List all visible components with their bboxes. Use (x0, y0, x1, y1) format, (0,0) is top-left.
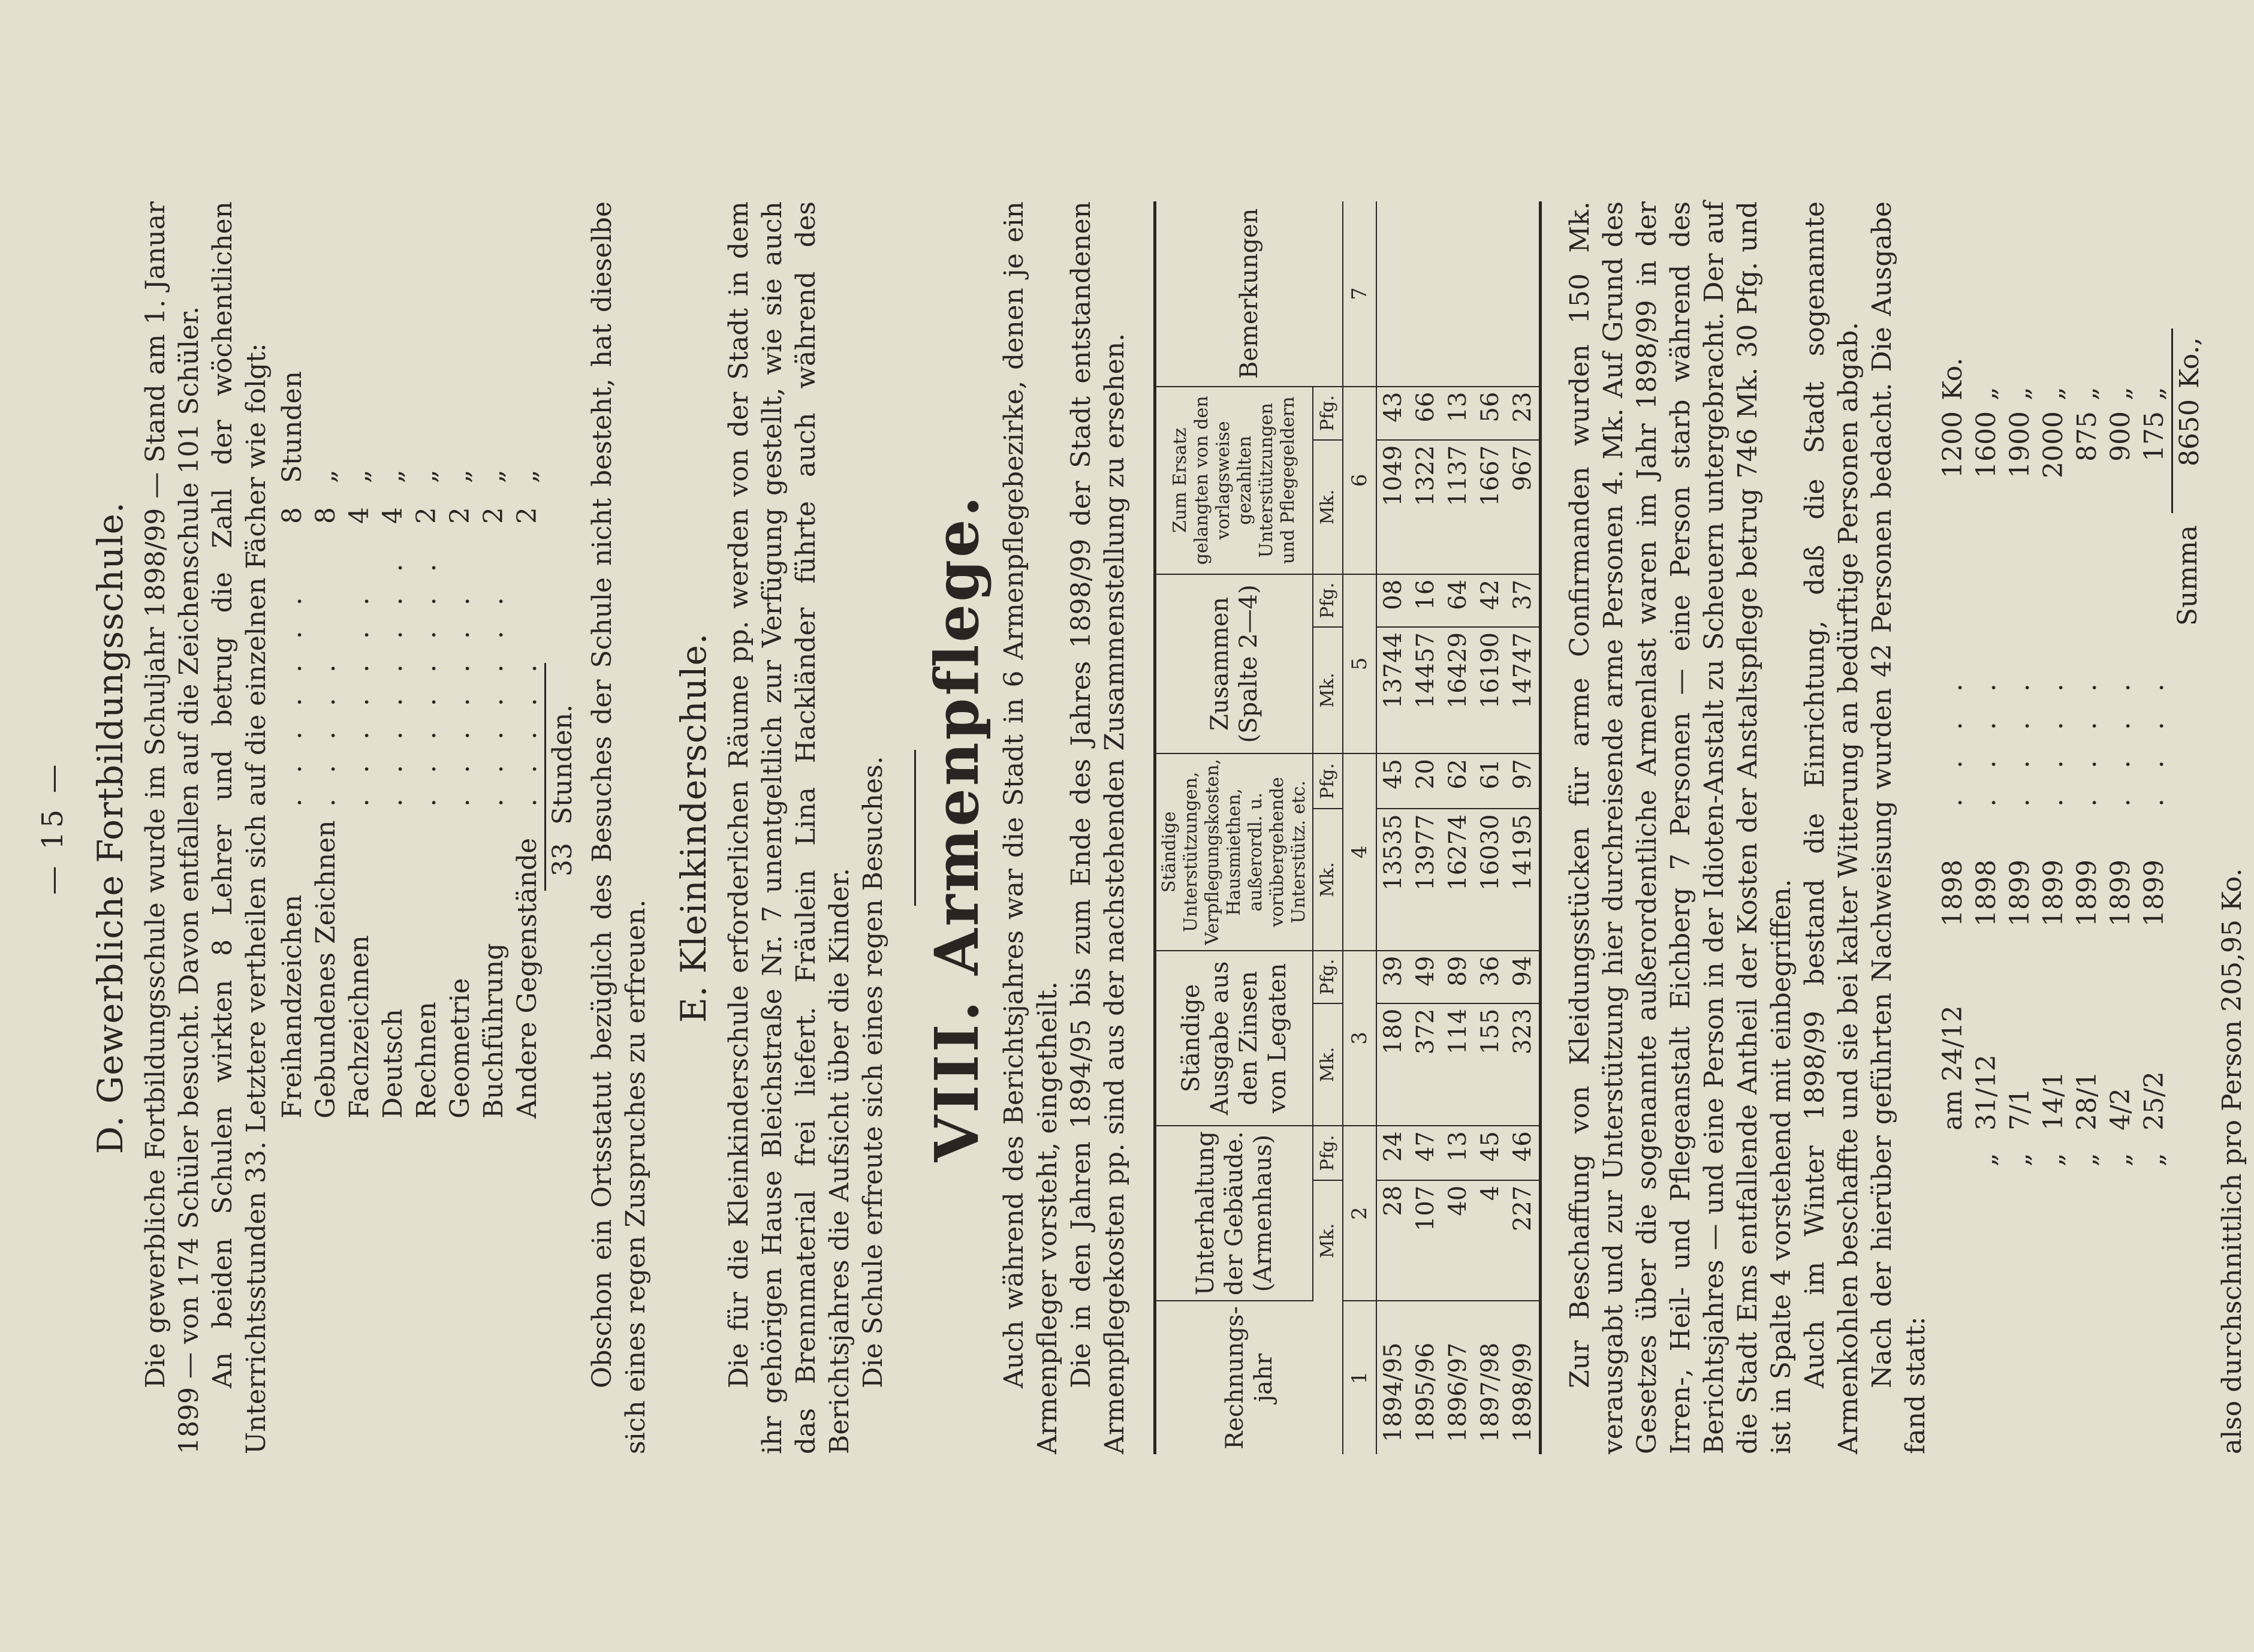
header-support: Ständige Unterstützungen, Verpflegungskosten, Hausmiethen, außerordl. u. vorübergehende Unterstütz. etc. (1155, 753, 1313, 951)
table-row: 1895/96 107 47 372 49 13977 20 14457 16 1322 66 (1409, 201, 1442, 1454)
section-d-paragraph-1: Die gewerbliche Fortbildungsschule wurde im Schuljahr 1898/99 — Stand am 1. Januar 1899 — von 174 Schüler besucht. Davon entfallen auf die Zeichenschule 101 Schüler. (140, 201, 204, 1454)
coal-distribution-list (1936, 267, 2207, 1166)
subject-row: Gebundenes Zeichnen . . . . . 8 „ (311, 469, 341, 1119)
subject-row: Buchführung . . . . . . . 2 „ (478, 469, 509, 1119)
table-row: 1894/95 28 24 180 39 13535 45 13744 08 1049 43 (1376, 201, 1409, 1454)
unit-mk: Mk. (1313, 1003, 1343, 1126)
coal-distribution-sum: Summa 8650 Ko., (2171, 267, 2207, 1166)
list-item: „ 14/1 1899 . . . . 2000 „ (2038, 387, 2069, 1166)
header-total: Zusammen (Spalte 2—4) (1155, 574, 1313, 753)
list-item: „ 4/2 1899 . . . . 900 „ (2105, 387, 2136, 1166)
section-d-heading: D. Gewerbliche Fortbildungsschule. (90, 501, 131, 1154)
header-buildings: Unterhaltung der Gebäude. (Armenhaus) (1155, 1126, 1313, 1301)
list-item: am 24/12 1898 . . . . 1200 Ko. (1937, 357, 1968, 1131)
list-item: „ 28/1 1899 . . . . 875 „ (2072, 387, 2102, 1166)
poor-relief-cost-table (1153, 201, 1542, 1454)
unit-mk: Mk. (1313, 627, 1343, 753)
table-row: 1897/98 4 45 155 36 16030 61 16190 42 1667 56 (1474, 201, 1506, 1454)
after-table-paragraph-3: Nach der hierüber geführten Nachweisung wurden 42 Personen bedacht. Die Ausgabe fand statt: (1867, 201, 1931, 1454)
subject-row: Fachzeichnen . . . . . . . 4 „ (344, 469, 375, 1119)
header-refunds: Zum Ersatz gelangten von den vorlagsweise gezahlten Unterstützungen und Pflegegeldern (1155, 387, 1313, 574)
average-per-person: also durchschnittlich pro Person 205,95 Ko. (2217, 868, 2247, 1454)
header-remarks: Bemerkungen (1155, 201, 1343, 387)
subject-row: Geometrie . . . . . . . 2 „ (445, 469, 475, 1119)
unit-pfg: Pfg. (1313, 753, 1343, 809)
unit-pfg: Pfg. (1313, 574, 1343, 627)
unit-pfg: Pfg. (1313, 1126, 1343, 1180)
section-divider (914, 750, 916, 906)
after-table-paragraph-2: Auch im Winter 1898/99 bestand die Einrichtung, daß die Stadt sogenannte Armenkohlen beschaffte und sie bei kalter Witterung an bedürftige Personen abgab. (1800, 201, 1864, 1454)
unit-pfg: Pfg. (1313, 387, 1343, 440)
section-d-paragraph-2: An beiden Schulen wirkten 8 Lehrer und betrug die Zahl der wöchentlichen Unterrichtsstunden 33. Letztere vertheilen sich auf die einzelnen Fächer wie folgt: (207, 201, 272, 1454)
subject-hours-total: 33 Stunden. (544, 663, 580, 891)
subject-row: Andere Gegenstände . . . . . 2 „ (512, 469, 543, 1119)
list-item: „ 7/1 1899 . . . . 1900 „ (2005, 387, 2035, 1166)
chapter-paragraph-2: Die in den Jahren 1894/95 bis zum Ende des Jahres 1898/99 der Stadt entstandenen Armenpflegekosten pp. sind aus der nachstehenden Zusammenstellung zu ersehen. (1066, 201, 1130, 1454)
list-item: „ 25/2 1899 . . . . 175 „ (2139, 387, 2169, 1166)
column-number-row: 1 2 3 4 5 6 7 (1343, 201, 1376, 1454)
unit-mk: Mk. (1313, 809, 1343, 950)
table-row: 1898/99 227 46 323 94 14195 97 14747 37 967 23 (1506, 201, 1541, 1454)
subject-row: Deutsch . . . . . . . . 4 „ (378, 469, 408, 1119)
header-legacies: Ständige Ausgabe aus den Zinsen von Legaten (1155, 951, 1313, 1126)
page-number: — 15 — (36, 761, 70, 895)
subject-hours-list (276, 219, 544, 1119)
after-table-paragraph-1: Zur Beschaffung von Kleidungsstücken für arme Confirmanden wurden 150 Mk. verausgabt und zur Unterstützung hier durchreisende arme Personen 4. Mk. Auf Grund des Gesetzes über die sogenannte außerordentliche Armenlast waren im Jahr 1898/99 in der Irren-, Heil- und Pflegeanstalt Eichberg 7 Personen — eine Person starb während des Berichtsjahres — und eine Person in der Idioten-Anstalt zu Scheuern untergebracht. Der auf die Stadt Ems entfallende Antheil der Kosten der Anstaltspflege betrug 746 Mk. 30 Pfg. und ist in Spalte 4 vorstehend mit einbegriffen. (1565, 201, 1797, 1454)
header-year: Rechnungs-jahr (1155, 1301, 1343, 1454)
chapter-title: VIII. Armenpflege. (921, 493, 992, 1162)
section-e-paragraph-1: Die für die Kleinkinderschule erforderlichen Räume pp. werden von der Stadt in dem ihr gehörigen Hause Bleichstraße Nr. 7 unentgeltlich zur Verfügung gestellt, wie sie auch das Brennmaterial frei liefert. Fräulein Lina Hackländer führte auch während des Berichtsjahres die Aufsicht über die Kinder. (724, 201, 855, 1454)
unit-pfg: Pfg. (1313, 951, 1343, 1003)
subject-row: Rechnen . . . . . . . . 2 „ (411, 469, 442, 1119)
chapter-paragraph-1: Auch während des Berichtsjahres war die Stadt in 6 Armenpflegebezirke, denen je ein Armenpfleger vorsteht, eingetheilt. (999, 201, 1063, 1454)
page-content (36, 201, 2249, 1454)
section-e-heading: E. Kleinkinderschule. (673, 632, 714, 1023)
unit-mk: Mk. (1313, 1180, 1343, 1301)
table-row: 1896/97 40 13 114 89 16274 62 16429 64 1137 13 (1442, 201, 1474, 1454)
section-d-paragraph-3: Obschon ein Ortsstatut bezüglich des Besuches der Schule nicht besteht, hat dieselbe sich eines regen Zuspruches zu erfreuen. (587, 201, 651, 1454)
list-item: „ 31/12 1898 . . . . 1600 „ (1971, 387, 2002, 1166)
section-e-paragraph-2: Die Schule erfreute sich eines regen Besuches. (858, 756, 888, 1388)
unit-mk: Mk. (1313, 440, 1343, 574)
subject-row: Freihandzeichen . . . . . . . 8 Stunden (277, 370, 308, 1119)
